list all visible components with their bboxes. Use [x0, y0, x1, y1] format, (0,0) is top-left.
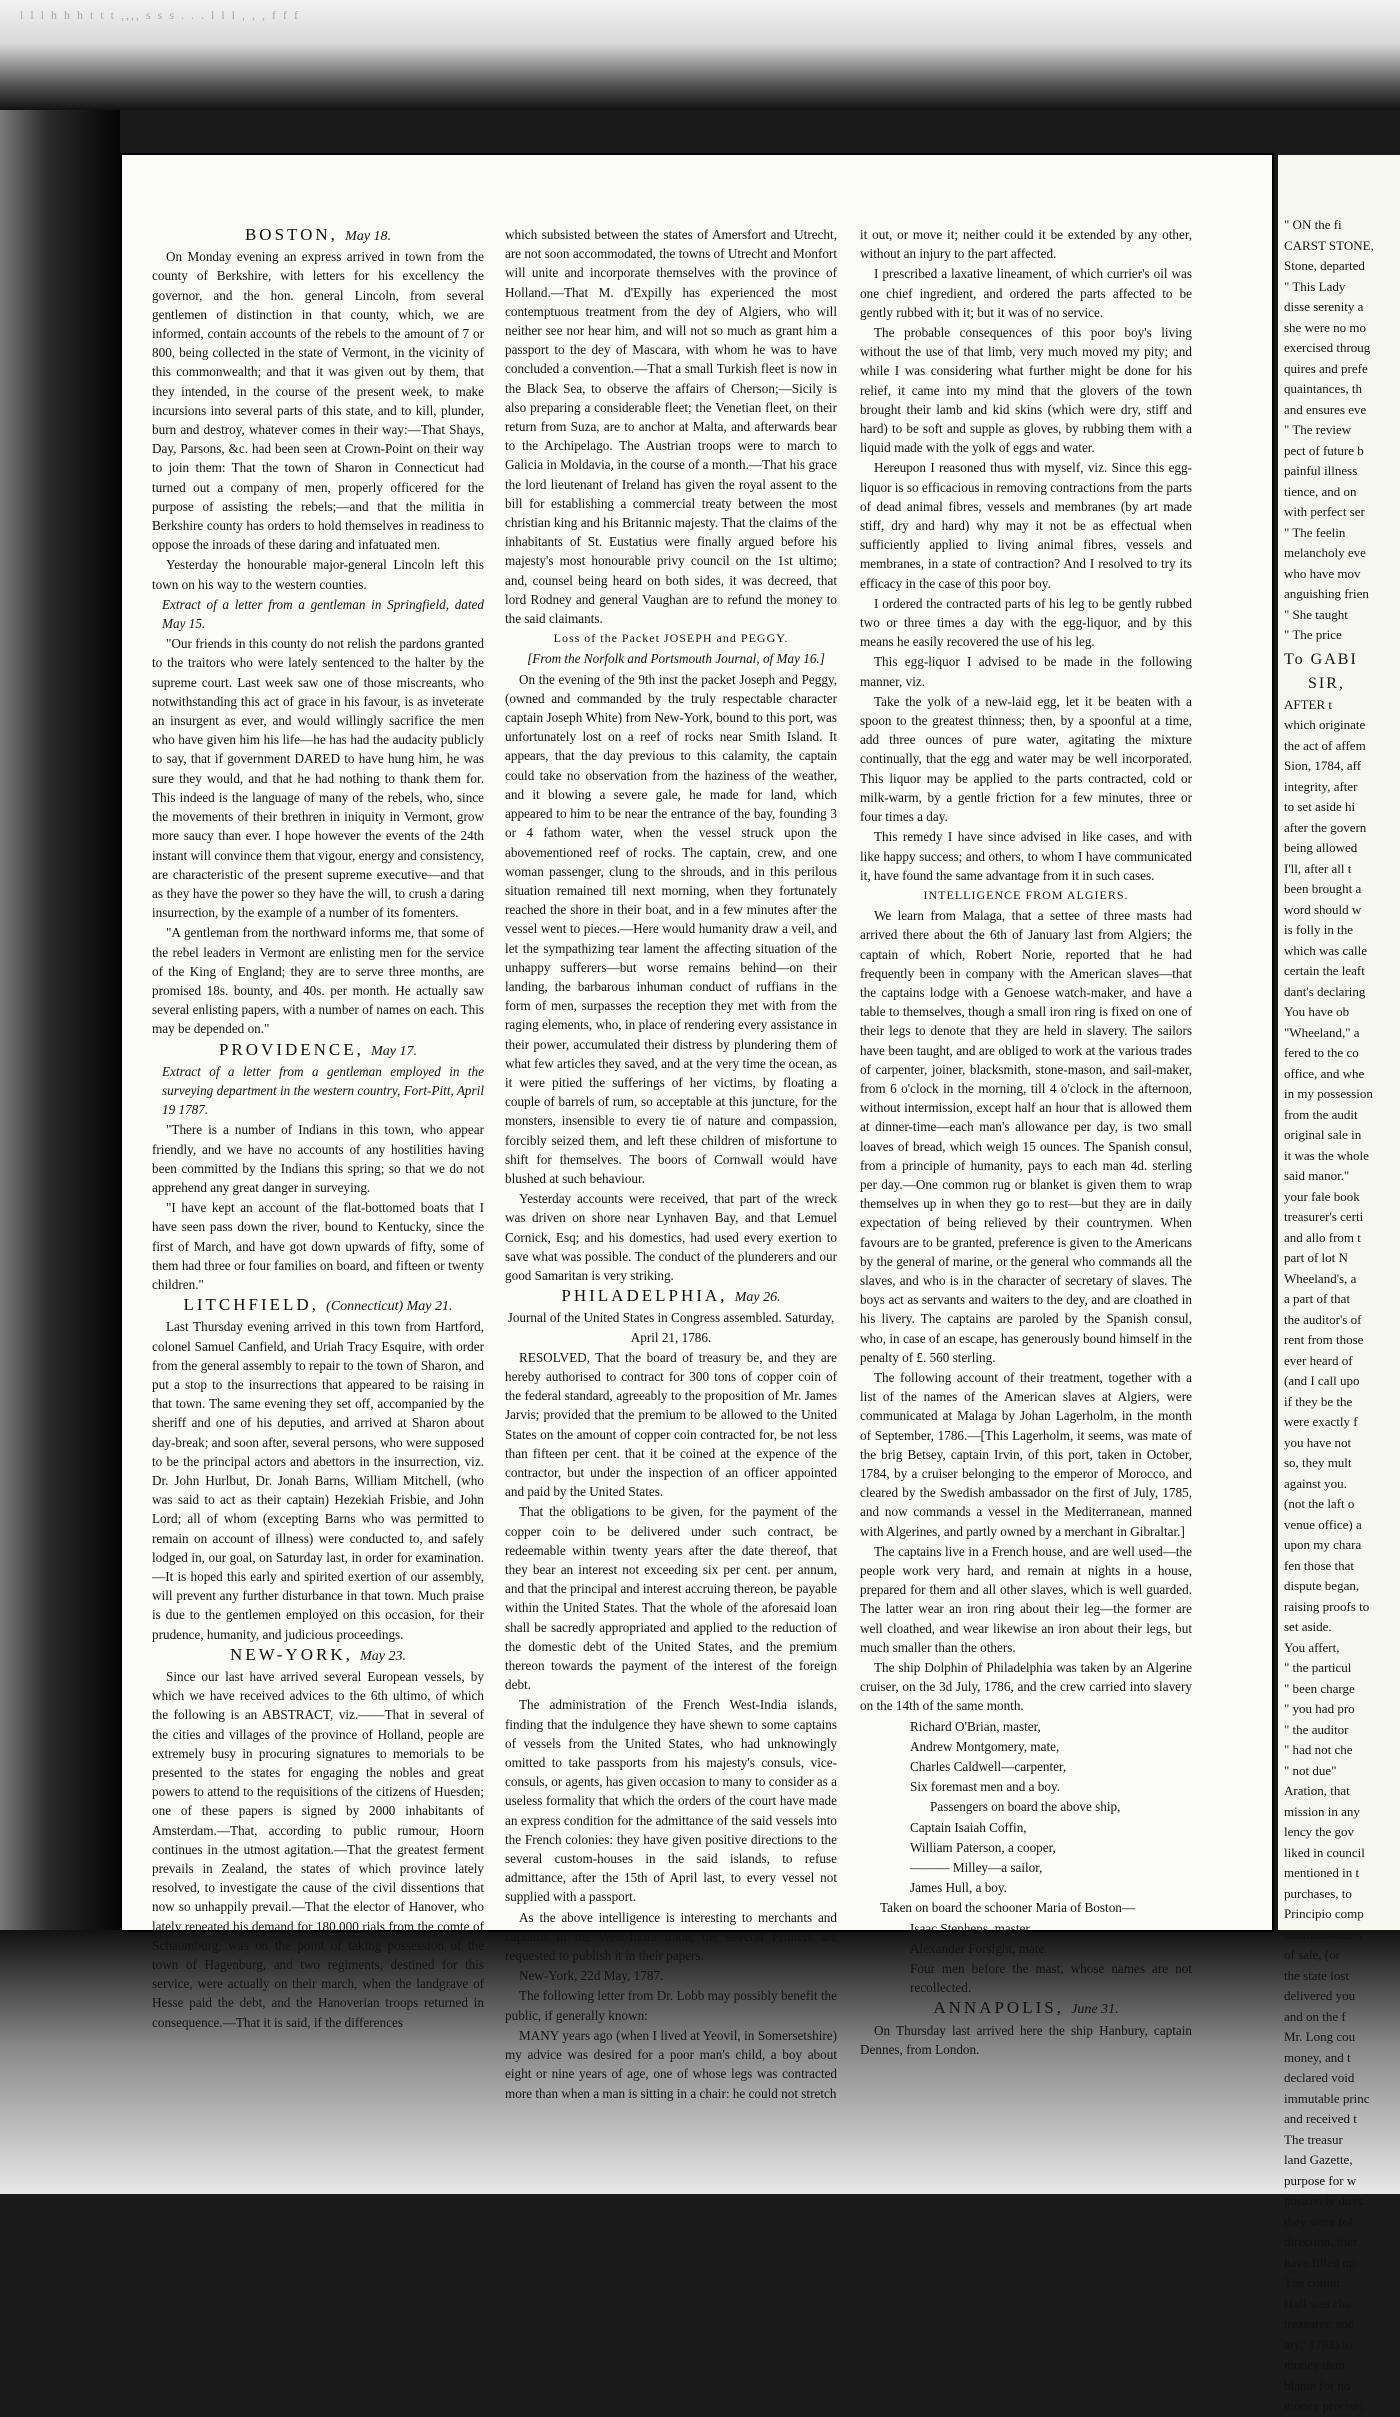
adjacent-page-line: money, and t [1284, 2049, 1351, 2065]
adjacent-page-line: " you had pro [1284, 1701, 1355, 1716]
adjacent-page-line: fered to the co [1284, 1045, 1359, 1060]
scan-top-margin [0, 0, 1400, 110]
adjacent-page-line: anguishing frien [1284, 586, 1369, 601]
article-paragraph: The administration of the French West-India islands, finding that the indulgence they have shewn to some captains of vessels from the United States, who had unknowingly omitted to take passports from his majesty's consuls, vice-consuls, or agents, has given occasion to many to consider as a useless formality that which the orders of the court have made an express condition for the admittance of the said vessels into the French colonies: they have given positive directions to the several custom-houses in the said islands, to refuse admittance, after the 15th of April last, to every vessel not supplied with a passport. [505, 1697, 837, 1905]
adjacent-page-line: (and I call upo [1284, 1373, 1360, 1388]
article-paragraph: The following account of their treatment, together with a list of the names of the American slaves at Algiers, were communicated at Malaga by Johan Lagerholm, in the month of September, 1786.—[This Lagerholm, it seems, was mate of the brig Betsey, captain Irvin, of this port, taken in October, 1784, by a cruiser belonging to the emperor of Morocco, and cleared by the Swedish ambassador on the first of July, 1785, and now commands a vessel in the Mediterranean, manned with Algerines, and partly owned by a merchant in Gibraltar.] [860, 1369, 1192, 1539]
passenger-list-item: William Paterson, a cooper, [910, 1839, 1056, 1855]
adjacent-page-line: Principio comp [1284, 1906, 1364, 1921]
adjacent-page-line: dant's declaring [1284, 983, 1366, 999]
adjacent-page-line: your fale book [1284, 1188, 1360, 1204]
passenger-list-item: ——— Milley—a sailor, [910, 1860, 1043, 1876]
adjacent-page-line: Hall was cha [1284, 2295, 1352, 2311]
adjacent-page-line: delivered you [1284, 1988, 1356, 2003]
adjacent-page-line: from the audit [1284, 1106, 1358, 1122]
adjacent-page-line: if they be the [1284, 1393, 1353, 1409]
passenger-list-item: Captain Isaiah Coffin, [910, 1819, 1027, 1835]
loss-source: [From the Norfolk and Portsmouth Journal, of May 16.] [527, 651, 825, 667]
adjacent-page-line: mission in any [1284, 1803, 1360, 1819]
adjacent-page-line: of sale, (or [1284, 1947, 1340, 1962]
extract-heading: Extract of a letter from a gentleman in Springfield, dated May 15. [162, 596, 484, 632]
adjacent-page-line: being allowed [1284, 840, 1358, 855]
adjacent-page-line: dispute began, [1284, 1578, 1360, 1593]
crew-list-item: Six foremast men and a boy. [910, 1779, 1061, 1795]
adjacent-page-line: disse serenity a [1284, 299, 1364, 314]
article-paragraph: which subsisted between the states of Amersfort and Utrecht, are not soon accommodated, the towns of Utrecht and Monfort will unite and incorporate themselves with the province of Holland.—That M. d'Expilly has experienced the most contemptuous treatment from the dey of Algiers, who will neither see nor hear him, and will not so much as grant him a passport to the dey of Mascara, with whom he was to have concluded a convention.—That a small Turkish fleet is now in the Black Sea, to observe the affairs of Cherson;—Sicily is also preparing a considerable fleet; the Venetian fleet, on their return from Suza, are to anchor at Malta, and afterwards bear to the Archipelago. The Austrian troops were to march to Galicia in Moldavia, in the course of a month.—That his grace the lord lieutenant of Ireland has given the royal assent to the bill for establishing a commercial treaty between the most christian king and his Britannic majesty. That the claims of the inhabitants of St. Eustatius were finally argued before his majesty's most honourable privy council on the 1st ultimo; and, counsel being heard on both sides, it was decreed, that lord Rodney and general Vaughan are to refund the money to the said claimants. [505, 227, 837, 627]
maria-list-item: Alexander Forsight, mate. [910, 1940, 1048, 1956]
adjacent-page-line: purchases, to [1284, 1885, 1352, 1901]
adjacent-page-line: you have not [1284, 1434, 1352, 1450]
adjacent-page-line: " the auditor [1284, 1721, 1349, 1737]
article-paragraph: Yesterday accounts were received, that part of the wreck was driven on shore near Lynhaven Bay, and that Lemuel Cornick, Esq; and his domestics, had used every exertion to save what was possible. The conduct of the plunderers and our good Samaritan is very striking. [505, 1191, 837, 1283]
adjacent-page-line: they were fol [1284, 2213, 1353, 2229]
adjacent-page-line: "Wheeland," a [1284, 1024, 1360, 1040]
column-3 [860, 225, 1192, 2060]
adjacent-page-line: quaintances, th [1284, 381, 1362, 396]
adjacent-page-line: declared void [1284, 2070, 1355, 2085]
adjacent-page-line: quires and prefe [1284, 360, 1368, 376]
article-paragraph: The ship Dolphin of Philadelphia was taken by an Algerine cruiser, on the 3d July, 1786, and the crew carried into slavery on the 14th of the same month. [860, 1660, 1192, 1714]
adjacent-page-line: " She taught [1284, 606, 1348, 622]
adjacent-page-line: blame for no [1284, 2377, 1351, 2393]
adjacent-page-line: so, they mult [1284, 1455, 1352, 1470]
maria-list-item: Isaac Stephens, master, [910, 1920, 1033, 1936]
adjacent-page-line: You have ob [1284, 1004, 1350, 1019]
annapolis-heading: ANNAPOLIS, June 31. [933, 1998, 1119, 2018]
adjacent-page-line: The comm [1284, 2275, 1340, 2290]
bleed-through-text: l l l h h h t t t ,,,, s s s . . . l l l , , , f f f [20, 8, 301, 22]
adjacent-page-lines [1278, 215, 1400, 646]
adjacent-page-line: the state lost [1284, 1967, 1349, 1983]
boston-heading: BOSTON, May 18. [244, 225, 392, 244]
adjacent-page-line: purpose for w [1284, 2172, 1357, 2188]
adjacent-page-line: melancholy eve [1284, 545, 1366, 560]
philadelphia-heading: PHILADELPHIA, May 26. [561, 1286, 781, 1306]
adjacent-page-line: were exactly f [1284, 1414, 1358, 1429]
adjacent-page-line: lency the gov [1284, 1824, 1355, 1839]
adjacent-page-line: money precisel [1284, 2398, 1364, 2413]
article-paragraph: Yesterday the honourable major-general Lincoln left this town on his way to the western counties. [152, 557, 484, 592]
adjacent-page-line: tience, and on [1284, 483, 1357, 499]
article-paragraph: I prescribed a laxative lineament, of which currier's oil was one chief ingredient, and ordered the parts affected to be gently rubbed with it; but it was of no service. [860, 266, 1192, 320]
adjacent-page-salutation: SIR, [1308, 675, 1345, 692]
article-paragraph: The following letter from Dr. Lobb may possibly benefit the public, if generally known: [505, 1988, 837, 2023]
adjacent-page-line: positively direc [1284, 2193, 1365, 2208]
adjacent-page-line: said manor." [1284, 1168, 1350, 1183]
adjacent-page-line: and on the f [1284, 2008, 1346, 2024]
adjacent-page-line: AFTER t [1284, 696, 1333, 712]
adjacent-page-line: mentioned in t [1284, 1865, 1360, 1880]
adjacent-page-line: and ensures eve [1284, 401, 1367, 417]
adjacent-page-line: treasurer's certi [1284, 1209, 1364, 1224]
passengers-label: Passengers on board the above ship, [930, 1799, 1121, 1815]
maria-list-item: Four men before the mast, whose names are not recollected. [910, 1961, 1192, 1996]
article-paragraph: "A gentleman from the northward informs me, that some of the rebel leaders in Vermont are enlisting men for the service of the King of England; they are to serve three months, are promised 18s. bounty, and 40s. per month. He actually saw several enlisting papers, with a number of names on each. This may be depended on." [152, 925, 484, 1037]
adjacent-page-line: raising proofs to [1284, 1598, 1370, 1614]
adjacent-page-line: land Gazette, [1284, 2152, 1353, 2167]
adjacent-page-line: and received t [1284, 2111, 1357, 2126]
adjacent-page-line: fen those that [1284, 1557, 1355, 1573]
adjacent-page-line: You affert, [1284, 1639, 1340, 1655]
adjacent-page-line: The treasur [1284, 2131, 1343, 2147]
article-paragraph: As the above intelligence is interesting to merchants and captains in the West-India trade, the several Printers are requested to publish it in their papers. [505, 1909, 837, 1964]
adjacent-page-line: immutable princ [1284, 2090, 1370, 2106]
adjacent-page-line: ary,' 1783) lo [1284, 2336, 1353, 2352]
algiers-heading: INTELLIGENCE FROM ALGIERS. [923, 887, 1129, 902]
adjacent-page-line: " The review [1284, 422, 1352, 437]
adjacent-page-line: certain the leaft [1284, 963, 1365, 978]
adjacent-page-line: part of lot N [1284, 1250, 1348, 1265]
crew-list-item: Richard O'Brian, master, [910, 1718, 1041, 1734]
adjacent-page-line: the auditor's of [1284, 1311, 1362, 1327]
adjacent-page-line: " The feelin [1284, 524, 1346, 540]
article-paragraph: We learn from Malaga, that a settee of three masts had arrived there about the 6th of January last from Algiers; the captain of which, Robert Norie, reported that he had frequently been in company with the American slaves—that the captains lodge with a Genoese watch-maker, and have a table to themselves, though a small iron ring is fixed on one of their legs to denote that they are held in slavery. The sailors have been taught, and are obliged to work at the various trades of carpenter, joiner, blacksmith, stone-mason, and sail-maker, from 6 o'clock in the morning, till 4 o'clock in the afternoon, without intermission, except half an hour that is allowed them at dinner-time—each man's allowance per day, is two small loaves of bread, which weigh 15 ounces. The Spanish consul, from a principle of humanity, pays to each man 4d. sterling per day.—One common rug or blanket is given them to wrap themselves up in when they go to rest—but they are in daily expectation of being relieved by their countrymen. When favours are to be granted, preference is given to the Americans by the general of marine, or the general who commands all the slaves, and who is in the character of secretary of slaves. The boys act as servants and waiters to the dey, and are cloathed in his livery. The captains are paroled by the Spanish consul, who, in case of an escape, has generously bound himself in the penalty of £. 560 sterling. [860, 908, 1192, 1365]
article-paragraph: Take the yolk of a new-laid egg, let it be beaten with a spoon to the greatest thinness; then, by a spoonful at a time, add three ounces of pure water, agitating the mixture continually, that the egg and water may be well incorporated. This liquor may be applied to the parts contracted, cold or milk-warm, by a gentle friction for a few minutes, three or four times a day. [860, 693, 1192, 825]
providence-heading: PROVIDENCE, May 17. [218, 1039, 418, 1059]
crew-list-item: Andrew Montgomery, mate, [910, 1738, 1060, 1754]
article-paragraph: it out, or move it; neither could it be extended by any other, without an injury to the part affected. [860, 227, 1192, 262]
adjacent-page-lines [1278, 695, 1400, 2417]
adjacent-page-line: the act of affem [1284, 737, 1366, 753]
adjacent-page-line: rent from those [1284, 1332, 1364, 1347]
adjacent-page-line: ever heard of [1284, 1352, 1353, 1368]
adjacent-page-line: Mr. Long cou [1284, 2029, 1356, 2044]
adjacent-page-line: " had not che [1284, 1742, 1353, 1757]
column-1 [152, 225, 484, 2033]
extract-heading: Extract of a letter from a gentleman employed in the surveying department in the western country, Fort-Pitt, April 19 1787. [162, 1063, 484, 1118]
maria-label: Taken on board the schooner Maria of Boston— [880, 1900, 1136, 1916]
loss-heading: Loss of the Packet JOSEPH and PEGGY. [553, 631, 789, 646]
adjacent-page-line: set aside. [1284, 1619, 1332, 1634]
adjacent-page-line: to set aside hi [1284, 799, 1356, 814]
adjacent-page-line: " not due" [1284, 1762, 1337, 1778]
article-paragraph: "There is a number of Indians in this town, who appear friendly, and we have no accounts of any hostilities having been committed by the Indians this spring; so that we do not apprehend any great danger in surveying. [152, 1122, 484, 1195]
article-paragraph: "I have kept an account of the flat-bottomed boats that I have seen pass down the river, bound to Kentucky, since the first of March, and have got down upwards of fifty, some of them had three or four families on board, and fifteen or twenty children." [152, 1200, 484, 1292]
adjacent-page-line: exercised throug [1284, 340, 1371, 355]
adjacent-page-line: " been charge [1284, 1680, 1355, 1696]
article-paragraph: "Our friends in this county do not relish the pardons granted to the traitors who were lately sentenced to the halter by the supreme court. Last week saw one of those miscreants, who notwithstanding this act of grace in his favour, is as inveterate an insurgent as ever, and would willingly sacrifice the men who have given him his life—he has had the audacity publicly to say, that if government DARED to have hung him, he was sure they would, and that he had nothing to thank them for. This indeed is the language of many of the rebels, who, since the movements of their brethren in iniquity in Vermont, grow more saucy than ever. I hope however the events of the 24th instant will convince them that vigour, energy and consistency, are characteristic of the present supreme executive—and that as they have the power so they have the will, to crush a daring insurrection, by the example of a number of its fomenters. [152, 636, 484, 921]
adjacent-page-line: integrity, after [1284, 778, 1358, 794]
adjacent-page-line: have filled up [1284, 2254, 1356, 2270]
adjacent-page-line: been brought a [1284, 881, 1362, 896]
adjacent-page-line: I'll, after all t [1284, 860, 1352, 876]
adjacent-page-line: treasurer, and [1284, 2316, 1355, 2331]
adjacent-page-line: upon my chara [1284, 1537, 1362, 1552]
article-paragraph: On the evening of the 9th inst the packet Joseph and Peggy, (owned and commanded by the truly respectable character captain Joseph White) from New-York, bound to this port, was unfortunately lost on a reef of rocks near Smith Island. It appears, that the day previous to this calamity, the captain could take no observation from the haziness of the weather, and it blowing a severe gale, he made for land, which appeared to him to be near the entrance of the bay, founding 3 or 4 fathom water, when the vessel struck upon the abovementioned reef of rocks. The captain, crew, and one woman passenger, clung to the shrouds, and in this perilous situation remained till next morning, when they fortunately reached the shore in their boat, and in a few minutes after the vessel went to pieces.—Here would humanity draw a veil, and let the sympathizing tear lament the affecting situation of the unhappy sufferers—but worse remains behind—on their landing, the barbarous inhuman conduct of ruffians in the form of men, surpasses the reception they met with from the raging elements, who, in place of rendering every assistance in their power, accumulated their distress by plundering them of what few articles they saved, and at the very time the ocean, as it were pitied the sufferings of her victims, by floating a couple of barrels of rum, so acceptable at this juncture, for the monsters, insensible to every tie of nature and compassion, forcibly seized them, and left these children of misfortune to shift for themselves. The boors of Cornwall would have blushed at such behaviour. [505, 671, 837, 1186]
adjacent-page-line: CARST STONE, [1284, 237, 1374, 253]
adjacent-page-line: direction, ther [1284, 2234, 1357, 2249]
adjacent-page-line: it was the whole [1284, 1147, 1369, 1163]
adjacent-page-line: which was calle [1284, 942, 1368, 958]
adjacent-page-line: and allo from t [1284, 1229, 1361, 1245]
adjacent-page-line: in my possession [1284, 1086, 1373, 1101]
adjacent-page-line: is folly in the [1284, 922, 1353, 937]
adjacent-page-line: with perfect ser [1284, 504, 1365, 519]
adjacent-page-line: commissioners [1284, 1926, 1362, 1942]
adjacent-page-line: original sale in [1284, 1127, 1362, 1142]
adjacent-page-line: against you. [1284, 1475, 1347, 1491]
article-paragraph: Hereupon I reasoned thus with myself, viz. Since this egg-liquor is so efficacious in removing contractions from the parts of dead animal fibres, vessels and membranes (by art made stiff, dry and hard) why may it not be as effectual when sufficiently applied to living animal fibres, vessels and membranes, in a state of contraction? And I resolved to try its efficacy in the case of this poor boy. [860, 460, 1192, 591]
adjacent-page-line: " ON the fi [1284, 217, 1342, 232]
article-paragraph: This egg-liquor I advised to be made in the following manner, viz. [860, 654, 1192, 689]
article-paragraph: RESOLVED, That the board of treasury be, and they are hereby authorised to contract for 300 tons of copper coin of the federal standard, agreeably to the proposition of Mr. James Jarvis; provided that the premium to be allowed to the United States on the amount of copper coin contracted for, be not less than fifteen per cent. that it be coined at the expence of the contractor, but under the inspection of an officer appointed and paid by the United States. [505, 1349, 837, 1500]
adjacent-page-line: liked in council [1284, 1844, 1365, 1860]
column-2 [505, 225, 837, 2104]
adjacent-page-line: which originate [1284, 717, 1366, 732]
adjacent-page-line: painful illness [1284, 463, 1358, 478]
adjacent-page-line: Aration, that [1284, 1783, 1350, 1798]
dateline: New-York, 22d May, 1787. [519, 1968, 664, 1984]
adjacent-page-line: money than [1284, 2357, 1346, 2372]
adjacent-page-line: Stone, departed [1284, 258, 1365, 273]
adjacent-page-line: " The price [1284, 627, 1342, 642]
passenger-list-item: James Hull, a boy. [910, 1880, 1007, 1896]
adjacent-page-line: a part of that [1284, 1291, 1351, 1306]
article-paragraph: I ordered the contracted parts of his leg to be gently rubbed two or three times a day with the egg-liquor, and by this means he easily recovered the use of his leg. [860, 595, 1192, 650]
article-paragraph: Last Thursday evening arrived in this town from Hartford, colonel Samuel Canfield, and Uriah Tracy Esquire, with order from the general assembly to repair to the town of Sharon, and put a stop to the insurrections that appeared to be raising in that town. The same evening they set off, accompanied by the sheriff and one of his deputies, and arrived at Sharon about day-break; and soon after, several persons, who were supposed to be the principal actors and abettors in the insurrection, viz. Dr. John Hurlbut, Dr. Jonah Barns, William Mitchell, (who was said to act as their captain) Hezekiah Frisbie, and John Lord; all of whom (excepting Barns who was permitted to remain on account of illness) were conducted to, and safely lodged in, our goal, on Saturday last, in order for examination.—It is hoped this early and spirited exertion of our assembly, will prevent any further disturbance in that town. Much praise is due to the gentlemen employed on this occasion, for their prudence, humanity, and judicious proceedings. [152, 1319, 484, 1642]
adjacent-page-line: Sion, 1784, aff [1284, 758, 1362, 773]
adjacent-page-line: word should w [1284, 901, 1362, 917]
adjacent-page-line: she were no mo [1284, 319, 1366, 335]
adjacent-page-line: " the particul [1284, 1660, 1352, 1675]
article-paragraph: MANY years ago (when I lived at Yeovil, in Somersetshire) my advice was desired for a poor man's child, a boy about eight or nine years of age, one of whose legs was contracted more than when a man is sitting in a chair: he could not stretch [505, 2027, 837, 2101]
adjacent-page-line: " This Lady [1284, 278, 1346, 294]
article-paragraph: The probable consequences of this poor boy's living without the use of that limb, very much moved my pity; and while I was considering what further might be done for his relief, it came into my mind that the glovers of the town brought their lamb and kid skins (which were dry, stiff and hard) to be soft and supple as gloves, by rubbing them with a liquid made with the yolk of eggs and water. [860, 325, 1192, 456]
adjacent-page-line: office, and whe [1284, 1065, 1365, 1081]
article-paragraph: Since our last have arrived several European vessels, by which we have received advices to the 6th ultimo, of which the following is an ABSTRACT, viz.——That in several of the cities and villages of the province of Holland, people are extremely busy in procuring signatures to memorials to be presented to the states for engaging the nobles and great powers to attend to the requisitions of the citizens of Huesden; one of these papers is signed by 2000 inhabitants of Amsterdam.—That, according to public rumour, Hoorn continues in the utmost agitation.—That the greatest ferment prevails in Zealand, the states of which province lately resolved, to investigate the cause of the civil dissentions that now so unhappily prevail.—That the elector of Hanover, who lately repeated his demand for 180,000 rials from the comte of Schaumburg, was on the point of taking possession of the town of Hagenburg, and two regiments, destined for this service, were actually on their march, when the landgrave of Hesse paid the debt, and the Hanoverian troops returned in consequence.—That it is said, if the differences [152, 1669, 484, 2030]
adjacent-page-edge [1278, 155, 1400, 2413]
adjacent-page-heading: To GABI [1284, 650, 1358, 668]
newyork-heading: NEW-YORK, May 23. [230, 1644, 406, 1664]
article-paragraph: This remedy I have since advised in like cases, and with like happy success; and others, to whom I have communicated it, have found the same advantage from it in such cases. [860, 829, 1192, 883]
adjacent-page-line: venue office) a [1284, 1516, 1362, 1532]
adjacent-page-line: (not the laft o [1284, 1496, 1355, 1511]
adjacent-page-line: after the govern [1284, 819, 1367, 835]
article-paragraph: The captains live in a French house, and are well used—the people work very hard, and remain at nights in a house, prepared for them and all other slaves, which is well guarded. The latter wear an iron ring about their leg—the former are well cloathed, and wear likewise an iron about their legs, but much smaller than the others. [860, 1543, 1192, 1655]
article-paragraph: On Monday evening an express arrived in town from the county of Berkshire, with letters for his excellency the governor, and the hon. general Lincoln, from several gentlemen of distinction in that county, which, we are informed, contain accounts of the rebels to the amount of 7 or 800, being collected in the state of Vermont, in the vicinity of this commonwealth; and that it was given out by them, that they intended, in the course of the present week, to make incursions into several parts of this state, and to kill, plunder, burn and destroy, whatever comes in their way:—That Shays, Day, Parsons, &c. had been seen at Crown-Point on their way to join them: That the town of Sharon in Connecticut had turned out a company of men, properly officered for the purpose of assisting the rebels;—and that the militia in Berkshire county has orders to hold themselves in readiness to oppose the inroads of these daring and infatuated men. [152, 249, 484, 553]
adjacent-page-line: who have mov [1284, 565, 1361, 581]
crew-list-item: Charles Caldwell—carpenter, [910, 1759, 1067, 1775]
article-paragraph: That the obligations to be given, for the payment of the copper coin to be delivered under such contract, be redeemable within twenty years after the date thereof, that they bear an interest not exceeding six per cent. per annum, and that the principal and interest accruing thereon, be payable within the United States. That the whole of the aforesaid loan shall be sacredly appropriated and applied to the reduction of the domestic debt of the United States, and the premium thereon towards the payment of the interest of the foreign debt. [505, 1504, 837, 1693]
book-gutter-shadow [0, 110, 120, 1930]
article-paragraph: On Thursday last arrived here the ship Hanbury, captain Dennes, from London. [860, 2022, 1192, 2057]
journal-heading: Journal of the United States in Congress assembled. Saturday, April 21, 1786. [507, 1310, 835, 1345]
newspaper-page [122, 155, 1272, 2101]
adjacent-page-line: Wheeland's, a [1284, 1270, 1357, 1286]
litchfield-heading: LITCHFIELD, (Connecticut) May 21. [183, 1295, 453, 1315]
adjacent-page-line: pect of future b [1284, 442, 1364, 458]
